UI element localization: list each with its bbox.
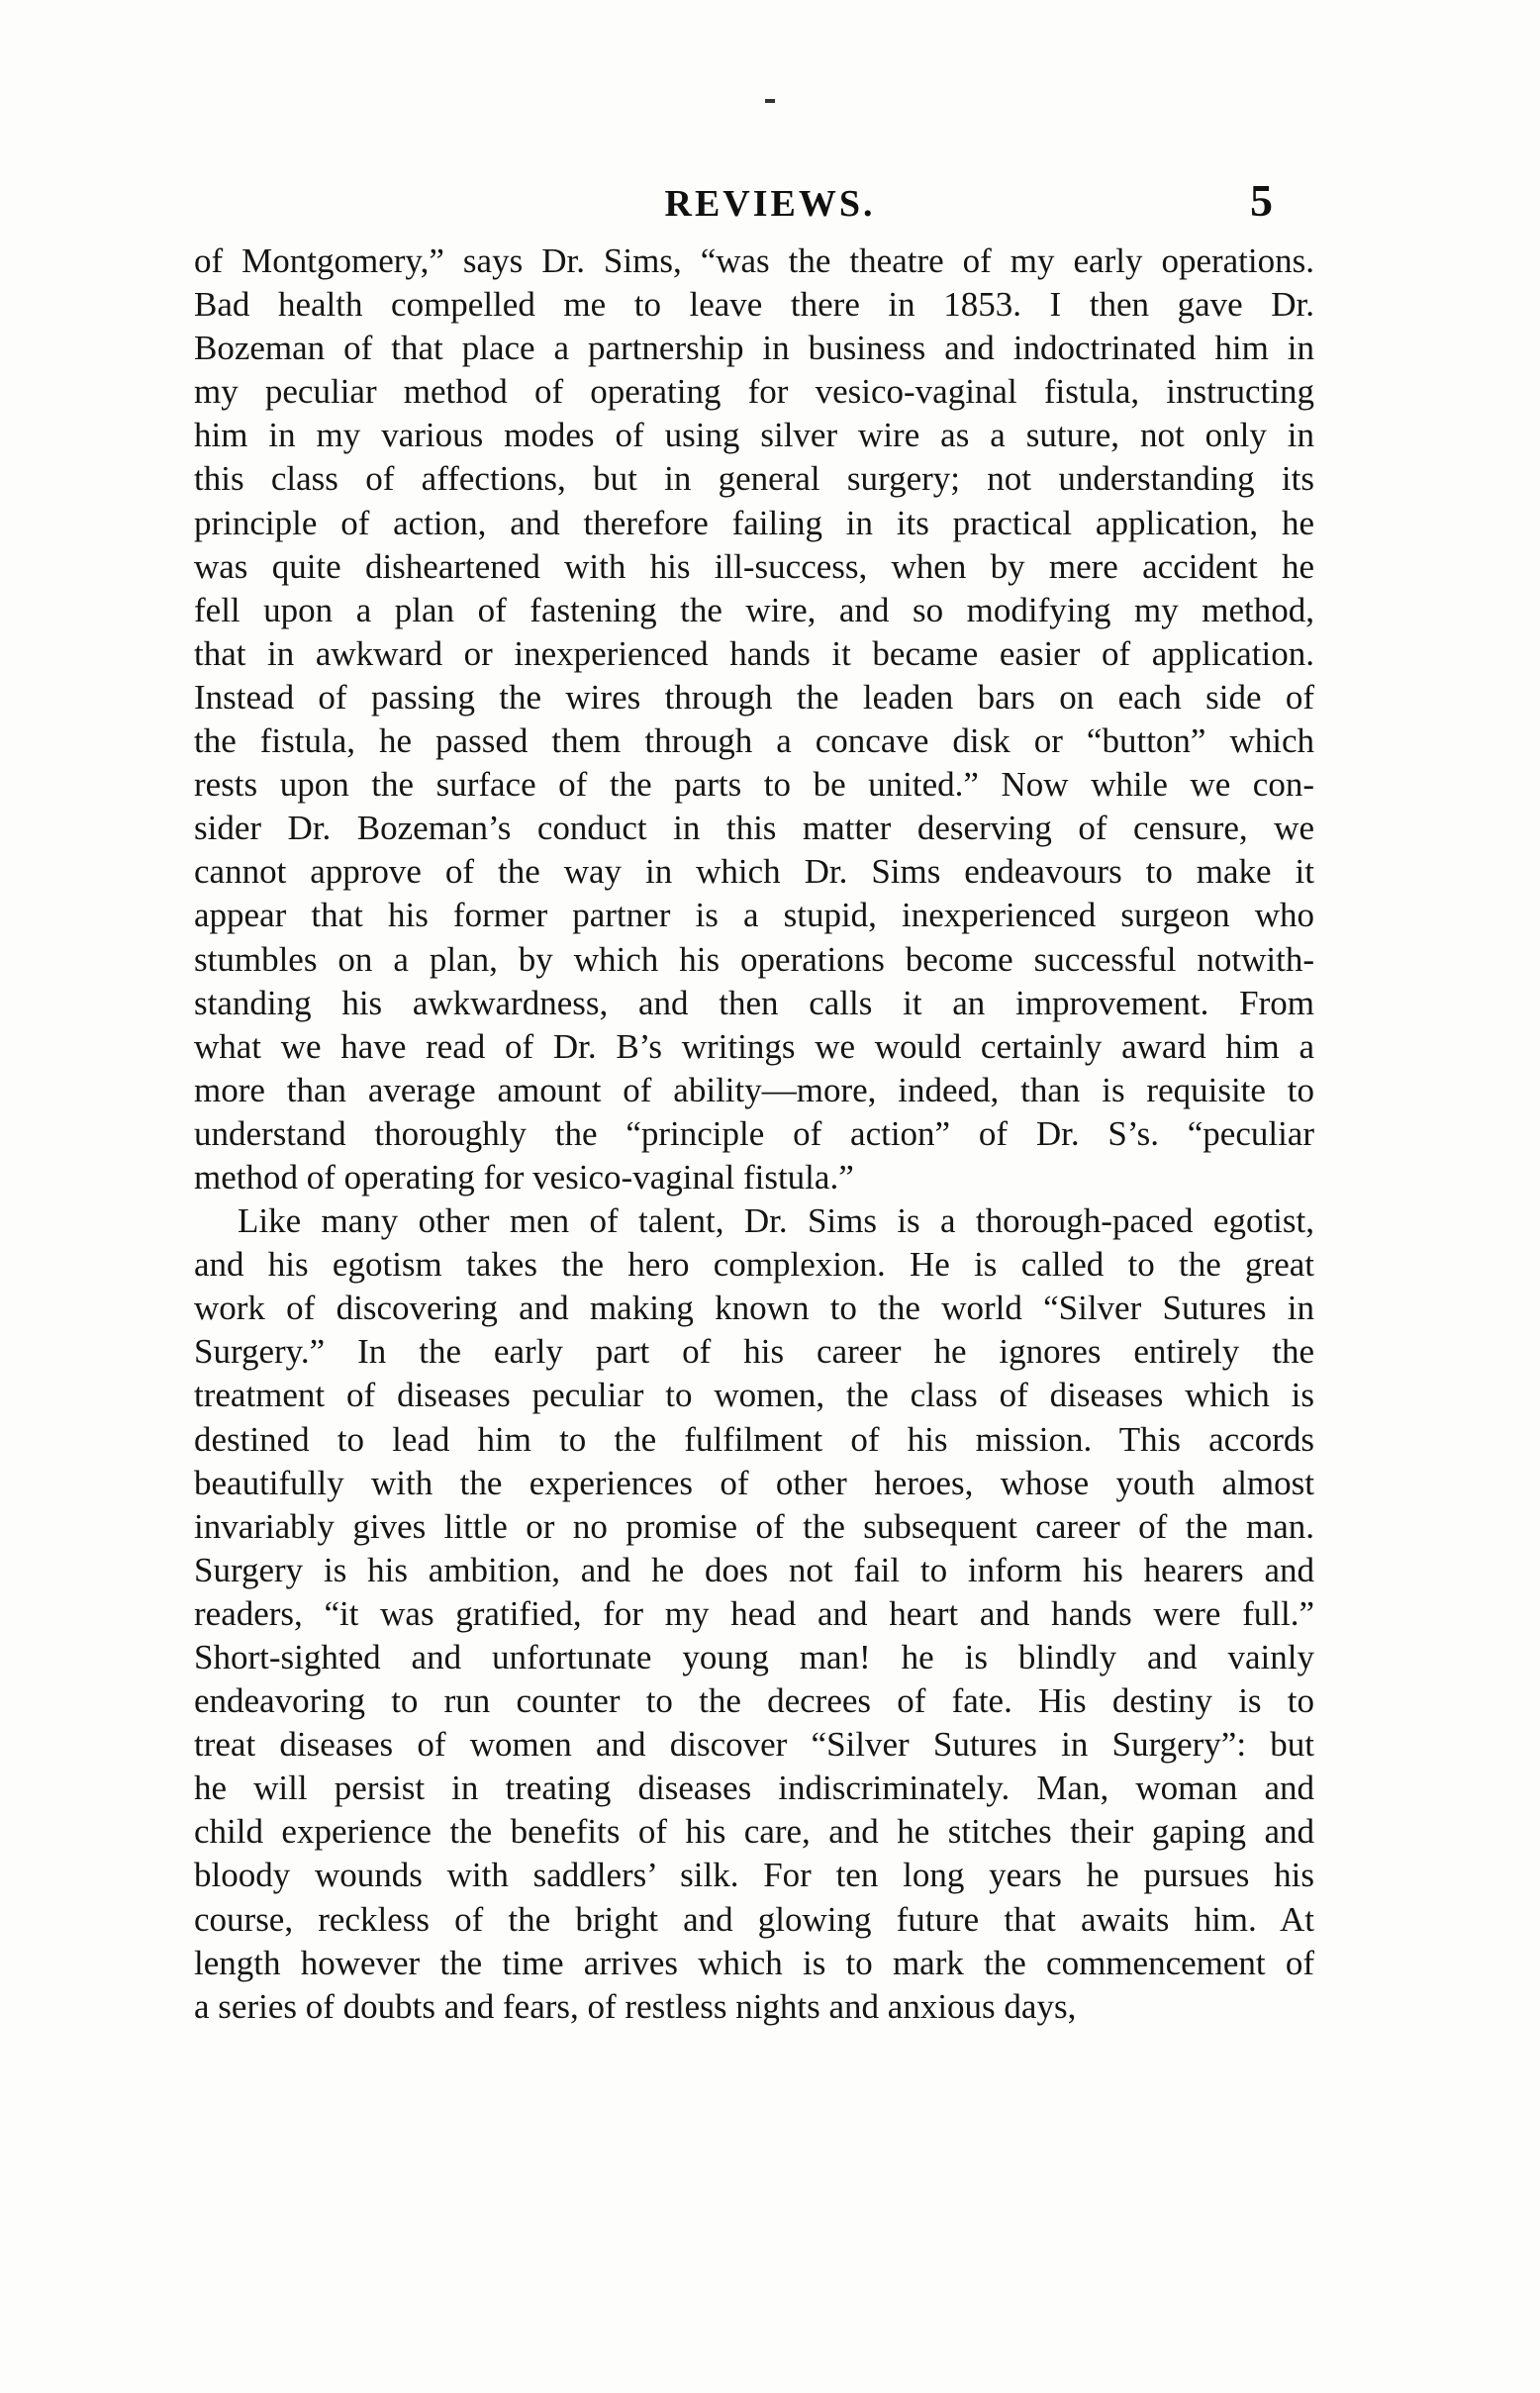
body-text <box>194 239 1314 2029</box>
text-line: was quite disheartened with his ill-success, when by mere accident he <box>194 546 1314 586</box>
text-line: principle of action, and therefore failing in its practical application, he <box>194 503 1314 542</box>
text-line: readers, “it was gratified, for my head and heart and hands were full.” <box>194 1593 1314 1633</box>
text-line: of Montgomery,” says Dr. Sims, “was the theatre of my early operations. <box>194 241 1314 280</box>
text-line: standing his awkwardness, and then calls it an improvement. From <box>194 983 1314 1022</box>
text-line: Like many other men of talent, Dr. Sims is a thorough-paced egotist, <box>238 1201 1314 1241</box>
text-line: stumbles on a plan, by which his operations become successful notwith- <box>194 939 1314 979</box>
text-line: Bad health compelled me to leave there in 1853. I then gave Dr. <box>194 285 1314 325</box>
text-line: length however the time arrives which is to mark the commencement of <box>194 1943 1314 1982</box>
text-line: Bozeman of that place a partnership in business and indoctrinated him in <box>194 329 1314 368</box>
text-line: destined to lead him to the fulfilment of his mission. This accords <box>194 1419 1314 1459</box>
text-line: Instead of passing the wires through the leaden bars on each side of <box>194 677 1314 717</box>
text-line: more than average amount of ability—more, indeed, than is requisite to <box>194 1070 1314 1109</box>
text-line: understand thoroughly the “principle of action” of Dr. S’s. “peculiar <box>194 1113 1314 1153</box>
text-line: course, reckless of the bright and glowing future that awaits him. At <box>194 1899 1314 1939</box>
print-mark <box>765 99 775 103</box>
text-line: rests upon the surface of the parts to be united.” Now while we con- <box>194 765 1314 805</box>
text-line: cannot approve of the way in which Dr. Sims endeavours to make it <box>194 852 1314 892</box>
text-line: this class of affections, but in general surgery; not understanding its <box>194 459 1314 499</box>
text-line: sider Dr. Bozeman’s conduct in this matter deserving of censure, we <box>194 809 1314 848</box>
text-line: Short-sighted and unfortunate young man! he is blindly and vainly <box>194 1638 1314 1676</box>
text-line: appear that his former partner is a stupid, inexperienced surgeon who <box>194 896 1314 935</box>
text-line: endeavoring to run counter to the decrees of fate. His destiny is to <box>194 1681 1314 1721</box>
running-head: REVIEWS. <box>664 183 876 225</box>
text-line: treatment of diseases peculiar to women, the class of diseases which is <box>194 1376 1314 1415</box>
text-line: my peculiar method of operating for vesico-vaginal fistula, instructing <box>194 372 1314 412</box>
page-number: 5 <box>1250 175 1273 226</box>
text-line: he will persist in treating diseases indiscriminately. Man, woman and <box>194 1769 1314 1808</box>
text-line: the fistula, he passed them through a concave disk or “button” which <box>194 721 1314 761</box>
text-line: beautifully with the experiences of other heroes, whose youth almost <box>194 1463 1314 1502</box>
text-line: Surgery.” In the early part of his career he ignores entirely the <box>194 1332 1314 1372</box>
text-line: him in my various modes of using silver wire as a suture, not only in <box>194 416 1314 455</box>
text-line: and his egotism takes the hero complexion. He is called to the great <box>194 1245 1314 1285</box>
text-line: work of discovering and making known to the world “Silver Sutures in <box>194 1289 1314 1328</box>
text-line: fell upon a plan of fastening the wire, and so modifying my method, <box>194 590 1314 629</box>
text-line: treat diseases of women and discover “Silver Sutures in Surgery”: but <box>194 1725 1314 1765</box>
text-line: a series of doubts and fears, of restless nights and anxious days, <box>194 1986 1077 2026</box>
text-line: Surgery is his ambition, and he does not fail to inform his hearers and <box>194 1550 1314 1589</box>
text-line: child experience the benefits of his care, and he stitches their gaping and <box>194 1812 1314 1852</box>
text-line: that in awkward or inexperienced hands it became easier of application. <box>194 633 1314 673</box>
text-line: method of operating for vesico-vaginal fistula.” <box>194 1157 854 1196</box>
text-line: what we have read of Dr. B’s writings we would certainly award him a <box>194 1026 1314 1066</box>
text-line: invariably gives little or no promise of the subsequent career of the man. <box>194 1506 1314 1546</box>
text-line: bloody wounds with saddlers’ silk. For ten long years he pursues his <box>194 1856 1314 1895</box>
